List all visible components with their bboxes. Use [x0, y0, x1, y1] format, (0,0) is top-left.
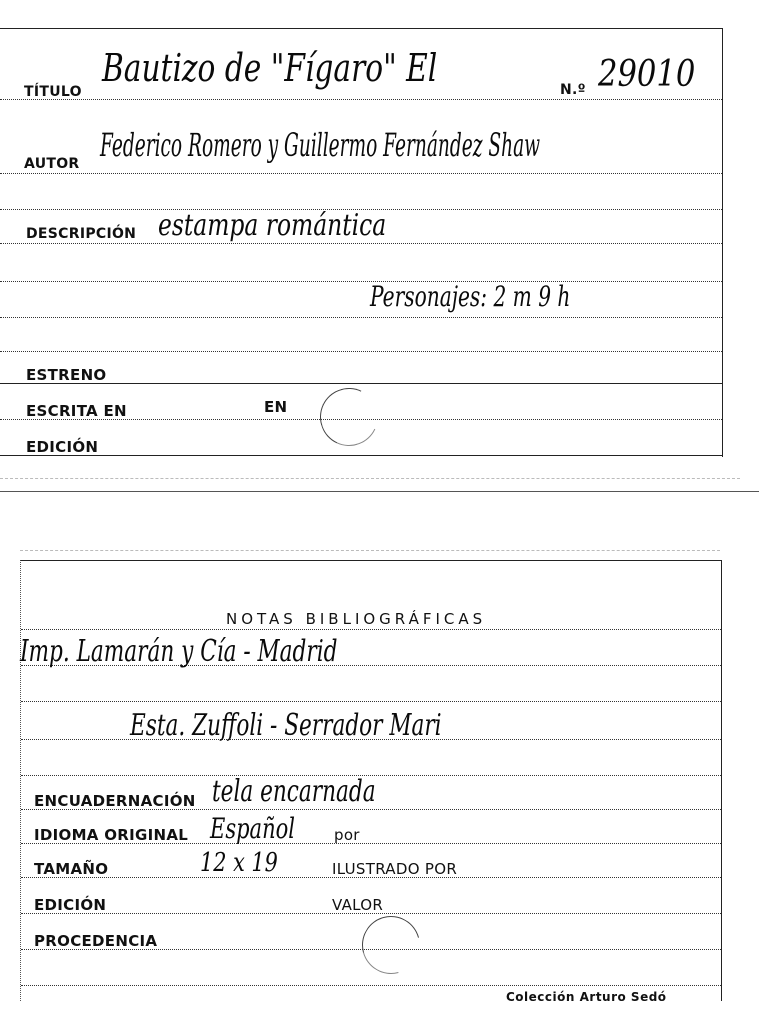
rule [0, 281, 722, 282]
size-label: TAMAÑO [34, 860, 109, 878]
illustrated-by-label: ILUSTRADO POR [332, 860, 458, 878]
scan-specks [0, 478, 740, 479]
written-in-label: ESCRITA EN [26, 402, 127, 420]
collection-credit: Colección Arturo Sedó [506, 990, 667, 1004]
original-language-label: IDIOMA ORIGINAL [34, 826, 189, 844]
rule [0, 383, 722, 384]
in-label: EN [264, 398, 288, 416]
rule [0, 351, 722, 352]
number-label: N.º [560, 82, 586, 98]
rule [21, 985, 721, 986]
by-label: por [334, 826, 360, 844]
rule [21, 701, 721, 702]
premiere-label: ESTRENO [26, 366, 107, 384]
edition-label-2: EDICIÓN [34, 896, 107, 914]
scan-specks [20, 550, 720, 551]
title-value: Bautizo de "Fígaro" El [102, 46, 438, 90]
binding-label: ENCUADERNACIÓN [34, 792, 196, 810]
value-label: VALOR [332, 896, 384, 914]
rule [0, 173, 722, 174]
card-separator [0, 491, 759, 492]
original-language-value: Español [210, 812, 295, 845]
provenance-label: PROCEDENCIA [34, 932, 158, 950]
author-value: Federico Romero y Guillermo Fernández Shaw [100, 126, 541, 164]
binding-value: tela encarnada [212, 774, 376, 809]
description-label: DESCRIPCIÓN [26, 226, 137, 242]
number-value: 29010 [598, 54, 696, 95]
rule [0, 99, 722, 100]
bibliographic-notes-heading: NOTAS BIBLIOGRÁFICAS [226, 610, 487, 628]
size-value: 12 x 19 [200, 848, 278, 878]
note-line-1: Imp. Lamarán y Cía - Madrid [20, 634, 338, 669]
description-value: estampa romántica [158, 208, 387, 243]
rule [0, 317, 722, 318]
title-label: TÍTULO [24, 84, 82, 100]
note-line-2: Esta. Zuffoli - Serrador Mari [130, 708, 442, 743]
author-label: AUTOR [24, 156, 80, 172]
edition-label: EDICIÓN [26, 438, 99, 456]
rule [21, 629, 721, 630]
characters-value: Personajes: 2 m 9 h [370, 280, 571, 313]
rule [0, 243, 722, 244]
rule [0, 455, 722, 456]
